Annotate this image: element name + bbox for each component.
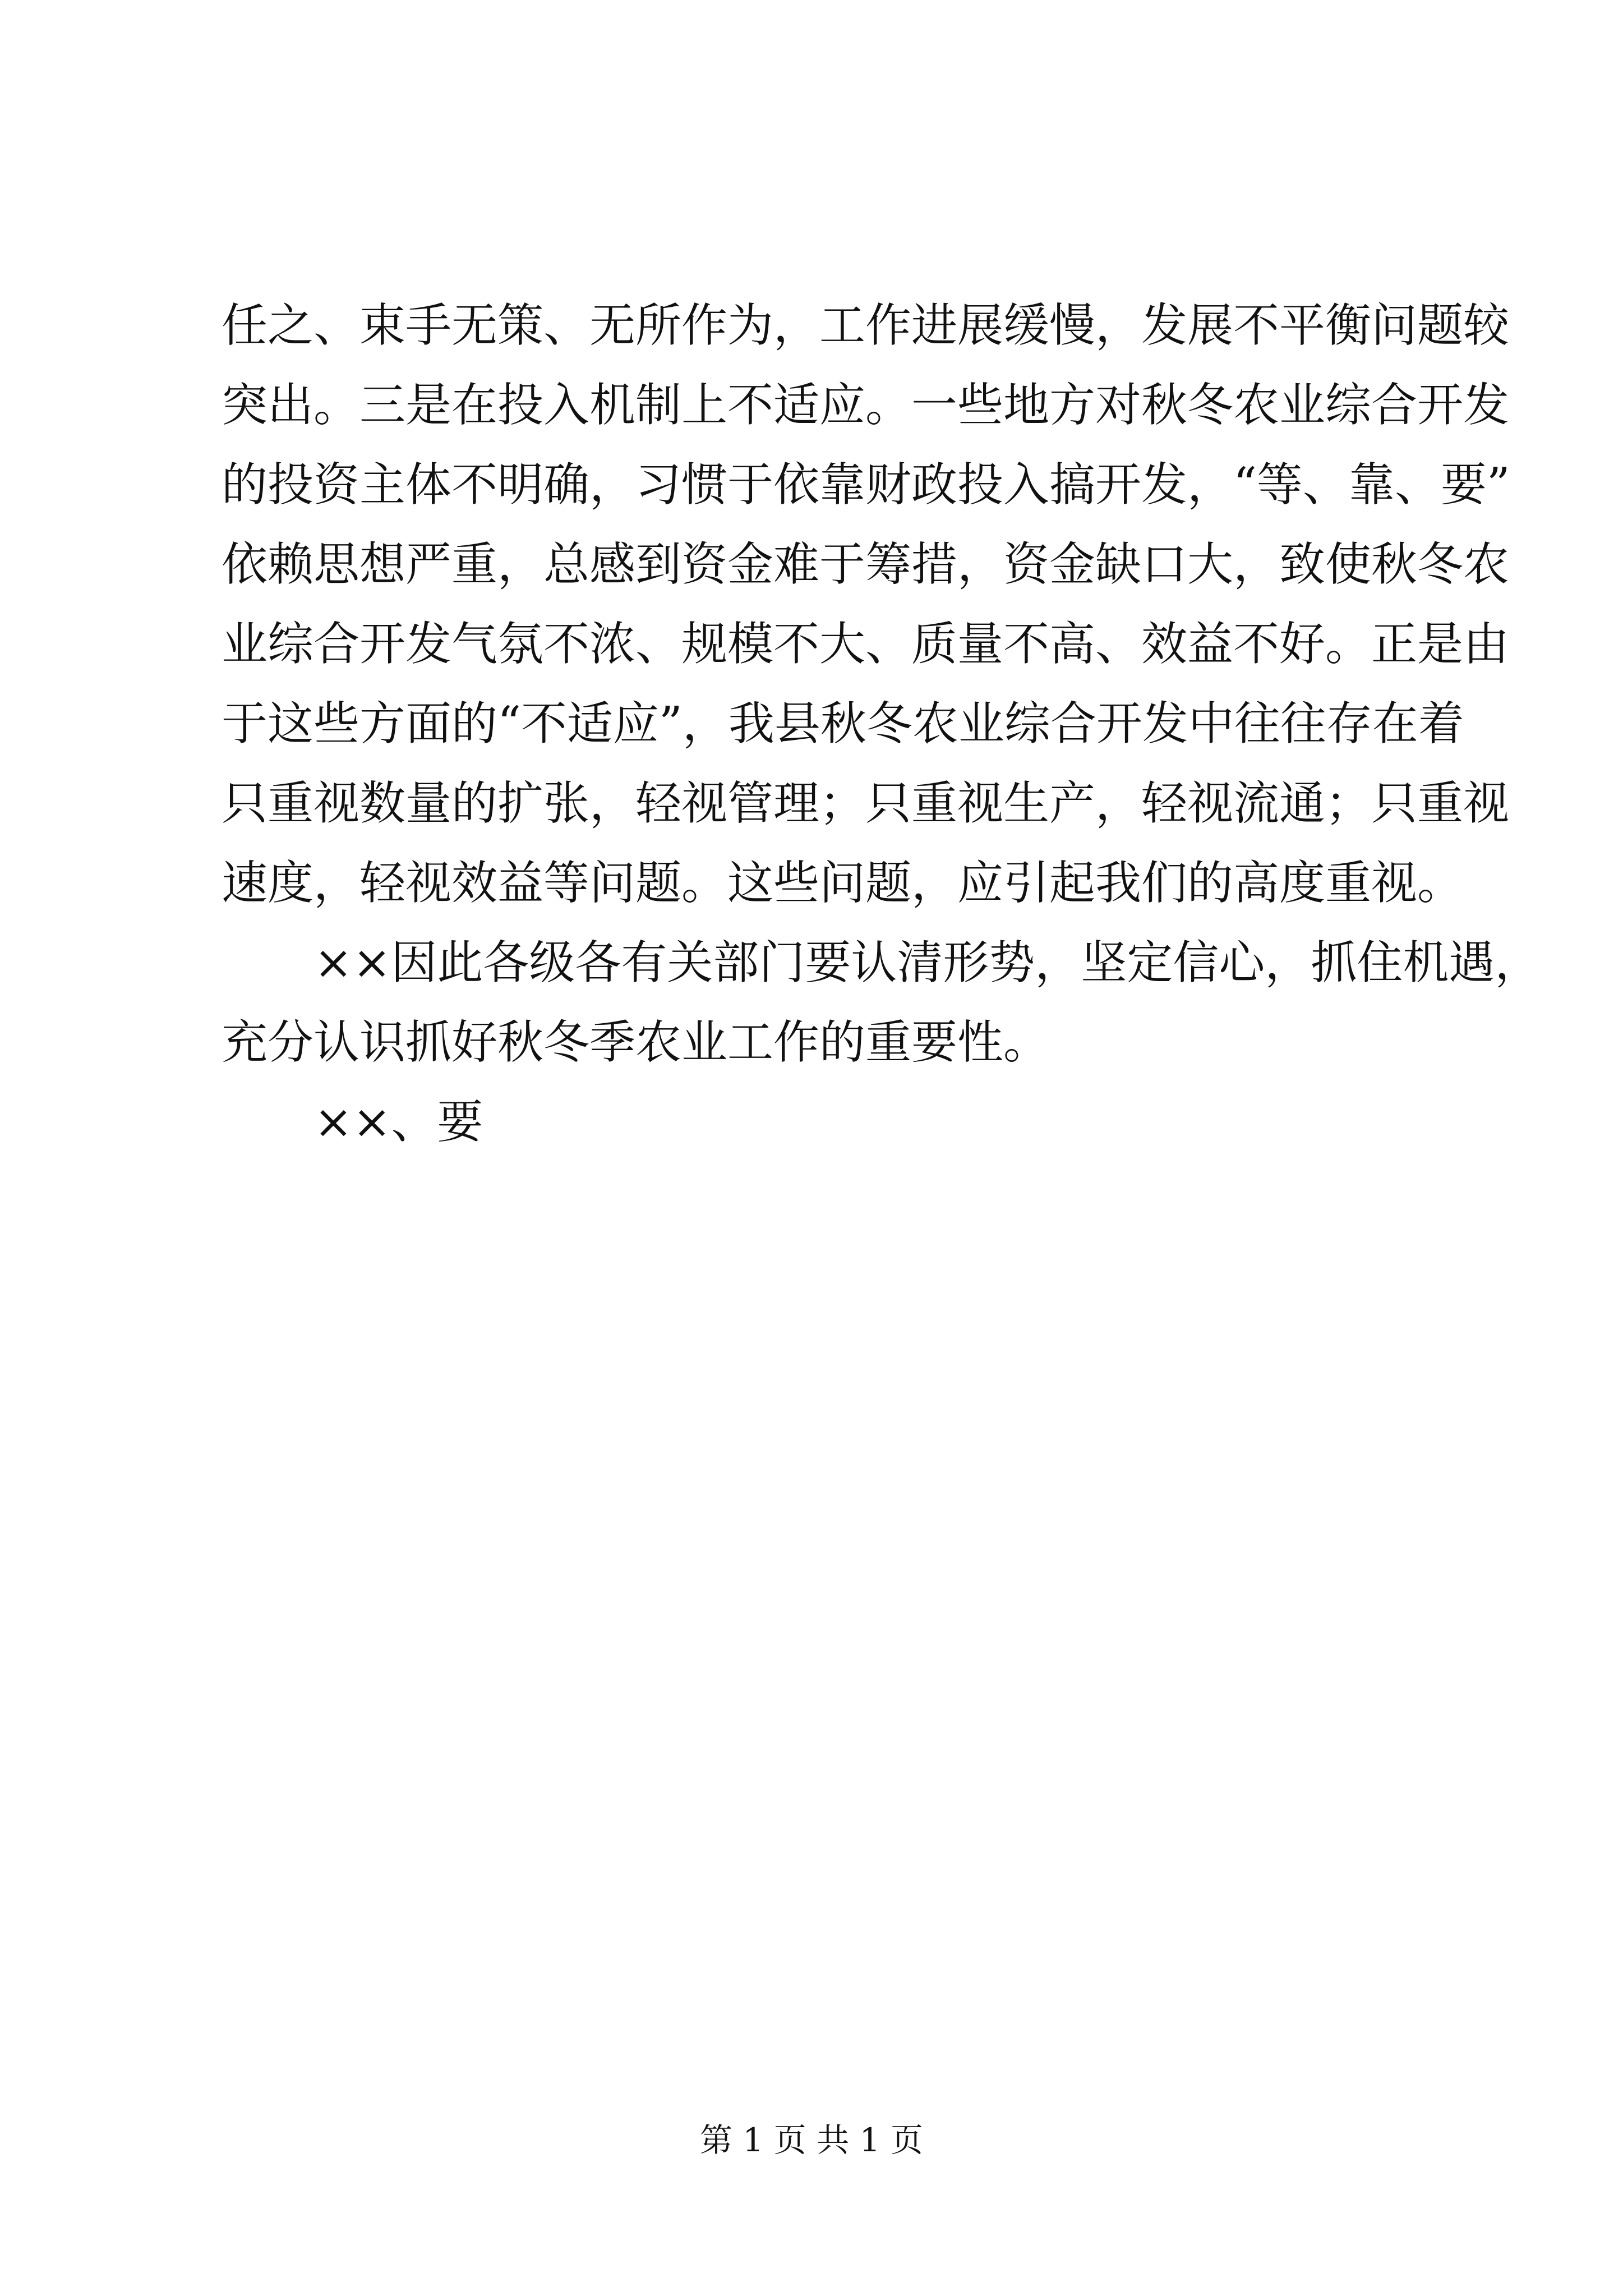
- paragraph-2: [222, 923, 1541, 1083]
- text-line: 依赖思想严重，总感到资金难于筹措，资金缺口大，致使秋冬农: [222, 538, 1510, 591]
- text-line: 突出。三是在投入机制上不适应。一些地方对秋冬农业综合开发: [222, 379, 1510, 432]
- paragraph-1: [222, 286, 1510, 923]
- document-body: [222, 286, 1541, 1162]
- text-line: 于这些方面的“不适应”，我县秋冬农业综合开发中往往存在着: [222, 697, 1464, 751]
- text-line: 业综合开发气氛不浓、规模不大、质量不高、效益不好。正是由: [222, 618, 1510, 671]
- text-line: 只重视数量的扩张，轻视管理；只重视生产，轻视流通；只重视: [222, 777, 1510, 830]
- page-number-footer: 第 1 页 共 1 页: [700, 2121, 923, 2159]
- paragraph-3: [222, 1083, 1444, 1162]
- text-line: ××、要: [314, 1096, 483, 1149]
- text-line: 的投资主体不明确，习惯于依靠财政投入搞开发，“等、靠、要”: [222, 458, 1510, 512]
- text-line: 速度，轻视效益等问题。这些问题，应引起我们的高度重视。: [222, 857, 1464, 910]
- text-line: 任之、束手无策、无所作为，工作进展缓慢，发展不平衡问题较: [222, 299, 1510, 352]
- text-line: ××因此各级各有关部门要认清形势，坚定信心，抓住机遇，: [314, 936, 1541, 990]
- text-line: 充分认识抓好秋冬季农业工作的重要性。: [222, 1016, 1050, 1069]
